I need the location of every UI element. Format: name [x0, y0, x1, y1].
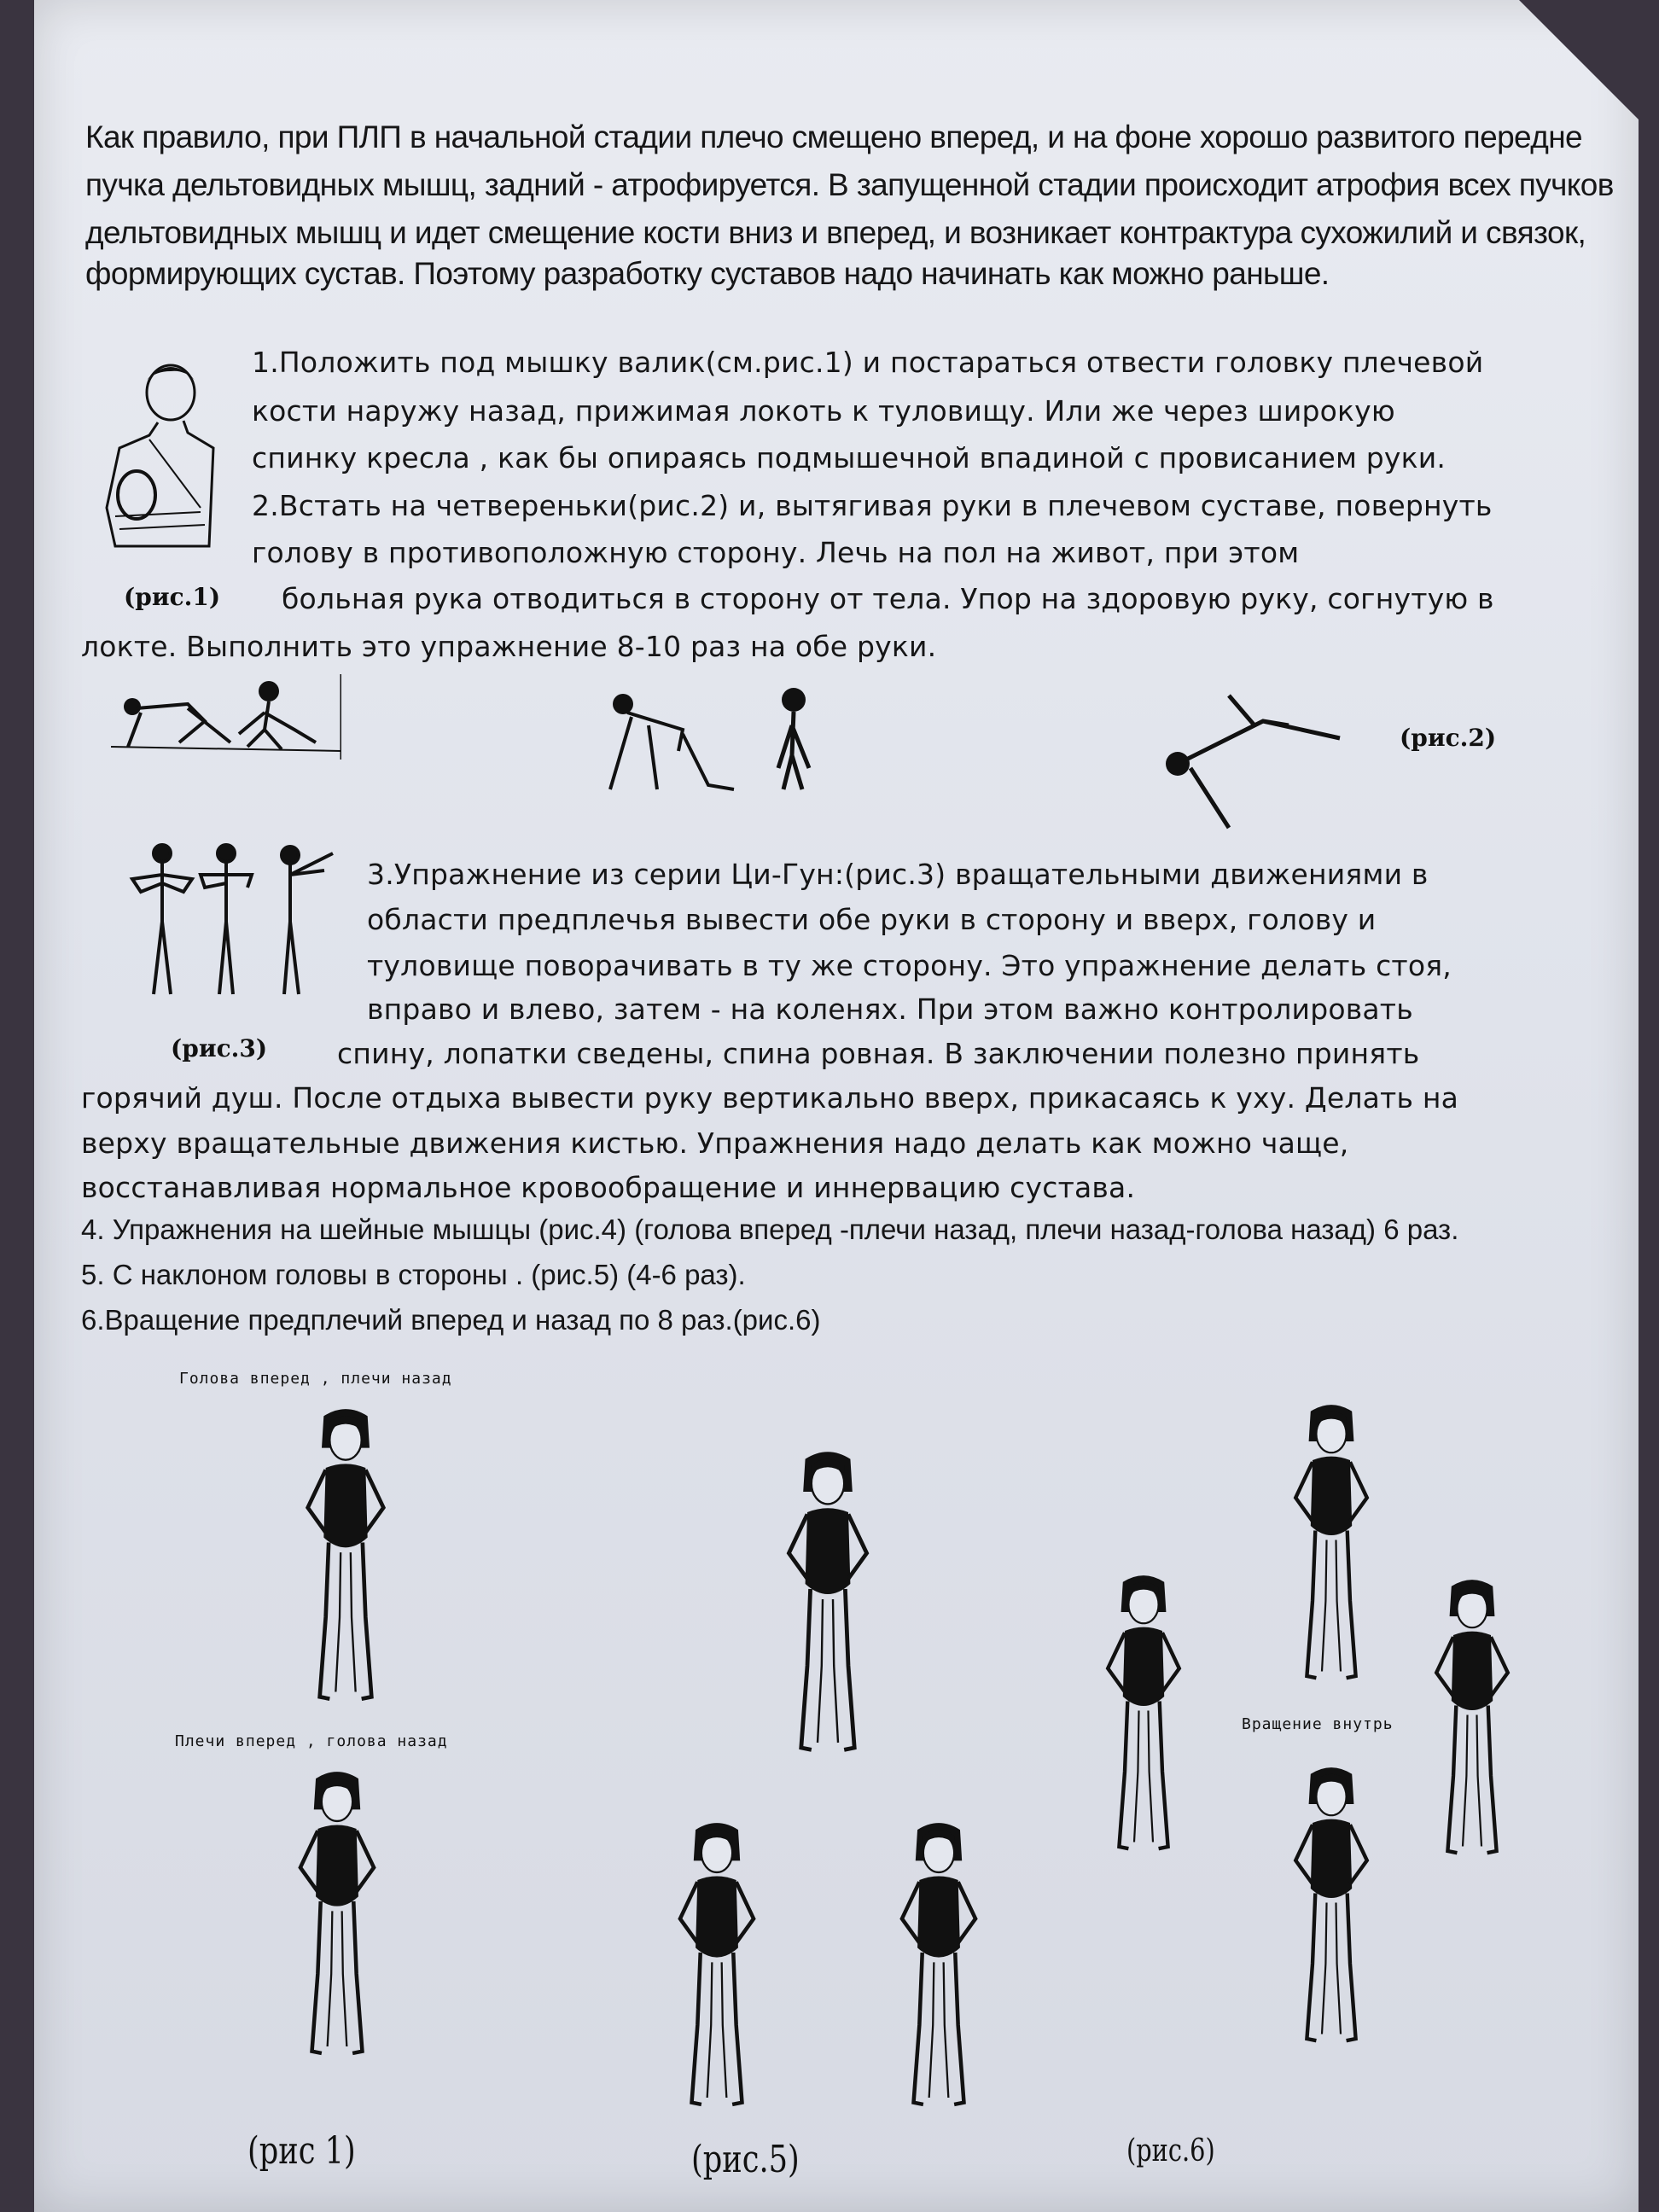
figure-1-illustration [98, 354, 218, 550]
section3-line-6: горячий душ. После отдыха вывести руку вертикально вверх, прикасаясь к уху. Делать на [81, 1081, 1459, 1115]
figure-4-shoulders-forward [277, 1771, 397, 2061]
section1-line-7: локте. Выполнить это упражнение 8-10 раз на обе руки. [81, 630, 937, 663]
figure-6-pose-d [1284, 1762, 1378, 2052]
figure-2-illustration-c [1152, 687, 1348, 832]
caption-bottom-ris1: (рис 1) [247, 2129, 356, 2173]
page-corner [1519, 0, 1639, 119]
section3-line-8: восстанавливая нормальное кровообращение и иннервацию сустава. [81, 1171, 1136, 1204]
figure-4-head-forward [290, 1408, 401, 1707]
caption-rotation-inward: Вращение внутрь [1242, 1715, 1394, 1733]
section1-line-6: больная рука отводиться в сторону от тела. Упор на здоровую руку, согнутую в [282, 582, 1494, 615]
section1-line-3: спинку кресла , как бы опираясь подмышечной впадиной с провисанием руки. [252, 441, 1447, 474]
intro-line-2: пучка дельтовидных мышц, задний - атрофируется. В запущенной стадии происходит атрофия всех пучков [85, 167, 1614, 202]
figure-5-tilt-right [875, 1822, 1003, 2112]
section3-line-2: области предплечья вывести обе руки в сторону и вверх, голову и [367, 903, 1377, 936]
figure-6-pose-b [1097, 1570, 1190, 1860]
caption-bottom-ris6: (рис.6) [1126, 2133, 1215, 2168]
section1-line-4: 2.Встать на четвереньки(рис.2) и, вытягивая руки в плечевом суставе, повернуть [252, 489, 1493, 522]
figure-6-pose-c [1408, 1579, 1536, 1860]
list-item-4: 4. Упражнения на шейные мышцы (рис.4) (голова вперед -плечи назад, плечи назад-голова назад) 6 раз. [81, 1214, 1459, 1245]
caption-ris2: (рис.2) [1400, 724, 1497, 752]
intro-line-4: формирующих сустав. Поэтому разработку суставов надо начинать как можно раньше. [85, 256, 1330, 291]
figure-5-tilt-left [657, 1822, 777, 2112]
caption-bottom-ris5: (рис.5) [691, 2138, 800, 2181]
section3-line-3: туловище поворачивать в ту же сторону. Это упражнение делать стоя, [367, 949, 1452, 982]
section3-line-7: верху вращательные движения кистью. Упражнения надо делать как можно чаще, [81, 1126, 1349, 1160]
figure-3-illustration [124, 836, 337, 998]
caption-ris3: (рис.3) [171, 1034, 268, 1062]
figure-6-pose-a [1284, 1404, 1378, 1685]
section1-line-2: кости наружу назад, прижимая локоть к туловищу. Или же через широкую [252, 394, 1395, 428]
caption-head-forward: Голова вперед , плечи назад [179, 1370, 452, 1388]
section3-line-5: спину, лопатки сведены, спина ровная. В заключении полезно принять [337, 1037, 1420, 1070]
intro-line-3: дельтовидных мышц и идет смещение кости вниз и вперед, и возникает контрактура сухожилий и связок, [85, 215, 1586, 250]
list-item-5: 5. С наклоном головы в стороны . (рис.5) (4-6 раз). [81, 1259, 746, 1290]
section1-line-1: 1.Положить под мышку валик(см.рис.1) и постараться отвести головку плечевой [252, 346, 1484, 379]
figure-4-pose-b [764, 1451, 892, 1758]
figure-2-illustration-b [597, 683, 828, 794]
section3-line-1: 3.Упражнение из серии Ци-Гун:(рис.3) вращательными движениями в [367, 858, 1429, 891]
figure-2-illustration-a [111, 674, 341, 760]
list-item-6: 6.Вращение предплечий вперед и назад по 8 раз.(рис.6) [81, 1304, 821, 1336]
caption-ris1: (рис.1) [124, 583, 221, 611]
intro-line-1: Как правило, при ПЛП в начальной стадии плечо смещено вперед, и на фоне хорошо развитого передне [85, 119, 1583, 154]
section1-line-5: голову в противоположную сторону. Лечь на пол на живот, при этом [252, 536, 1300, 569]
caption-shoulders-forward: Плечи вперед , голова назад [175, 1732, 448, 1750]
section3-line-4: вправо и влево, затем - на коленях. При этом важно контролировать [367, 992, 1413, 1026]
